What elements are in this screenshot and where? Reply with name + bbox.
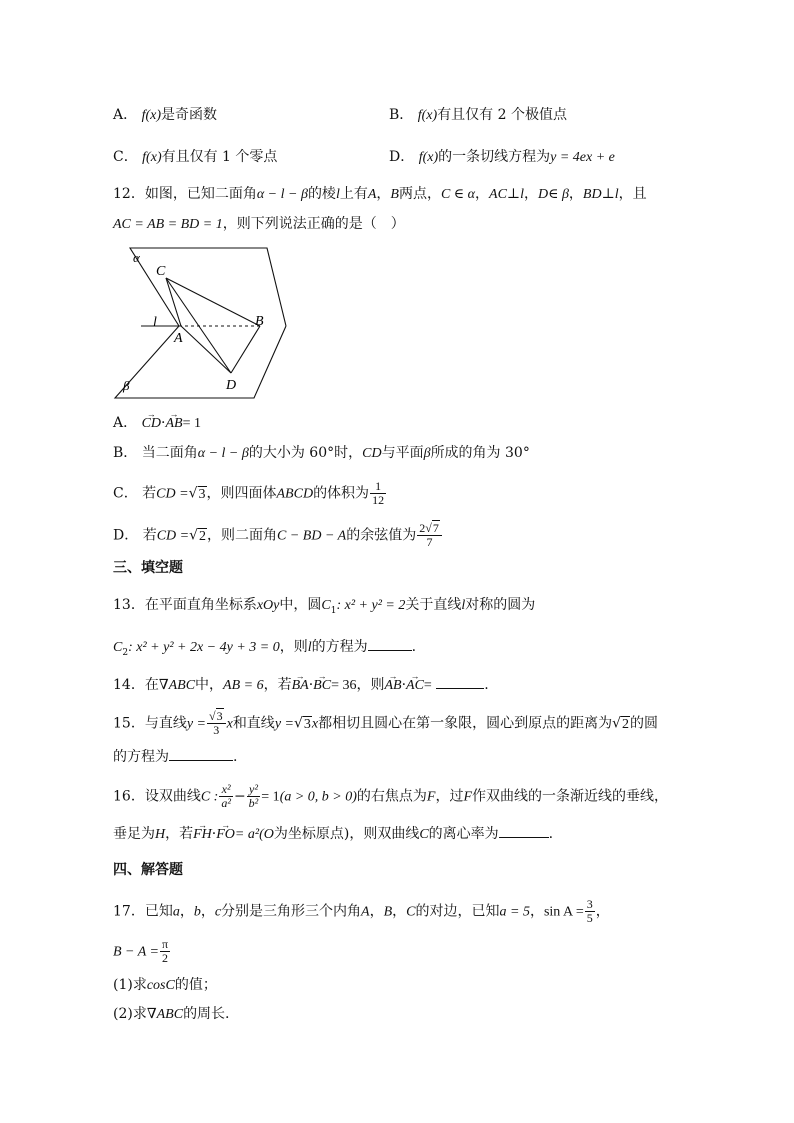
q11-option-c[interactable]: C． f(x)有且仅有 1 个零点	[113, 149, 278, 165]
section-fill-in-blank-heading: 三、填空题	[113, 560, 183, 576]
q17-sub2: (2)求∇ABC的周长.	[113, 1006, 230, 1022]
label-alpha: α	[133, 250, 140, 265]
dihedral-angle-figure	[108, 242, 304, 404]
segment-ad	[181, 326, 231, 373]
q11-option-d[interactable]: D． f(x)的一条切线方程为y = 4ex + e	[389, 149, 615, 165]
label-a: A	[174, 331, 183, 346]
label-d: D	[226, 378, 237, 393]
label-l: l	[153, 315, 157, 330]
q13-answer-blank[interactable]	[368, 638, 412, 651]
segment-cb	[166, 278, 260, 326]
label-c: C	[156, 264, 166, 279]
q17-line1: 17．已知a，b，c分别是三角形三个内角A，B，C的对边，已知a = 5，sin A = $\frac{3}{5}$ ，	[113, 897, 610, 925]
q14-answer-blank[interactable]	[436, 676, 484, 689]
q11-option-a[interactable]: A． f(x)是奇函数	[113, 107, 218, 123]
q14-line: 14．在∇ABC中，AB = 6，若→ BA·→ BC= 36，则→ AB·→ AC= .	[113, 676, 489, 695]
q13-line1: 13．在平面直角坐标系xOy中，圆$C_1$: x² + y² = 2关于直线l对称的圆为	[113, 597, 536, 616]
q13-line2: $C_2$: x² + y² + 2x − 4y + 3 = 0，则l的方程为 .	[113, 639, 417, 658]
q15-answer-blank[interactable]	[169, 748, 233, 761]
segment-ca	[166, 278, 181, 326]
q15-line2: 的方程为 .	[113, 749, 238, 765]
section-solution-heading: 四、解答题	[113, 862, 183, 878]
q11-option-b[interactable]: B． f(x)有且仅有 2 个极值点	[389, 107, 567, 123]
q12-option-b[interactable]: B． 当二面角α − l − β的大小为 60°时，CD与平面β所成的角为 30°	[113, 445, 530, 461]
q17-line2: B − A = $\frac{\pi}{2}$	[113, 937, 169, 965]
q17-sub1: (1)求cosC的值；	[113, 977, 217, 993]
segment-bd	[231, 326, 260, 373]
q12-option-a[interactable]: A． → CD·→ AB= 1	[113, 414, 201, 433]
q12-stem-line2: AC = AB = BD = 1，则下列说法正确的是（ ）	[113, 216, 405, 232]
q12-stem-line1: 12．如图，已知二面角α − l − β的棱l上有A，B两点，C ∈ α，AC⊥l，D∈ β，BD⊥l，且	[113, 186, 647, 202]
q12-option-d[interactable]: D． 若CD =√2，则二面角C − BD − A的余弦值为 $\frac{2√7}{7}$	[113, 522, 443, 549]
plane-beta-outline	[115, 326, 286, 398]
label-b: B	[255, 314, 264, 329]
label-beta: β	[123, 378, 130, 393]
q15-line1: 15．与直线y = $\frac{√3}{3}$ x和直线y =√3x都相切且圆心在第一象限，圆心到原点的距离为√2的圆	[113, 709, 659, 737]
q16-answer-blank[interactable]	[499, 825, 549, 838]
q16-line2: 垂足为H，若→ FH·→ FO= a²(O为坐标原点)，则双曲线C的离心率为 .	[113, 825, 553, 844]
q12-option-c[interactable]: C． 若CD =√3，则四面体ABCD的体积为 $\frac{1}{12}$	[113, 479, 385, 507]
q16-line1: 16．设双曲线C : $\frac{\text{x²}}{\text{a²}}$ − $\frac{\text{y²}}{\text{b²}}$ = 1(a > 0, b > 0)的右焦点为F，过F作双曲线的一条渐近线的垂线，	[113, 782, 669, 810]
